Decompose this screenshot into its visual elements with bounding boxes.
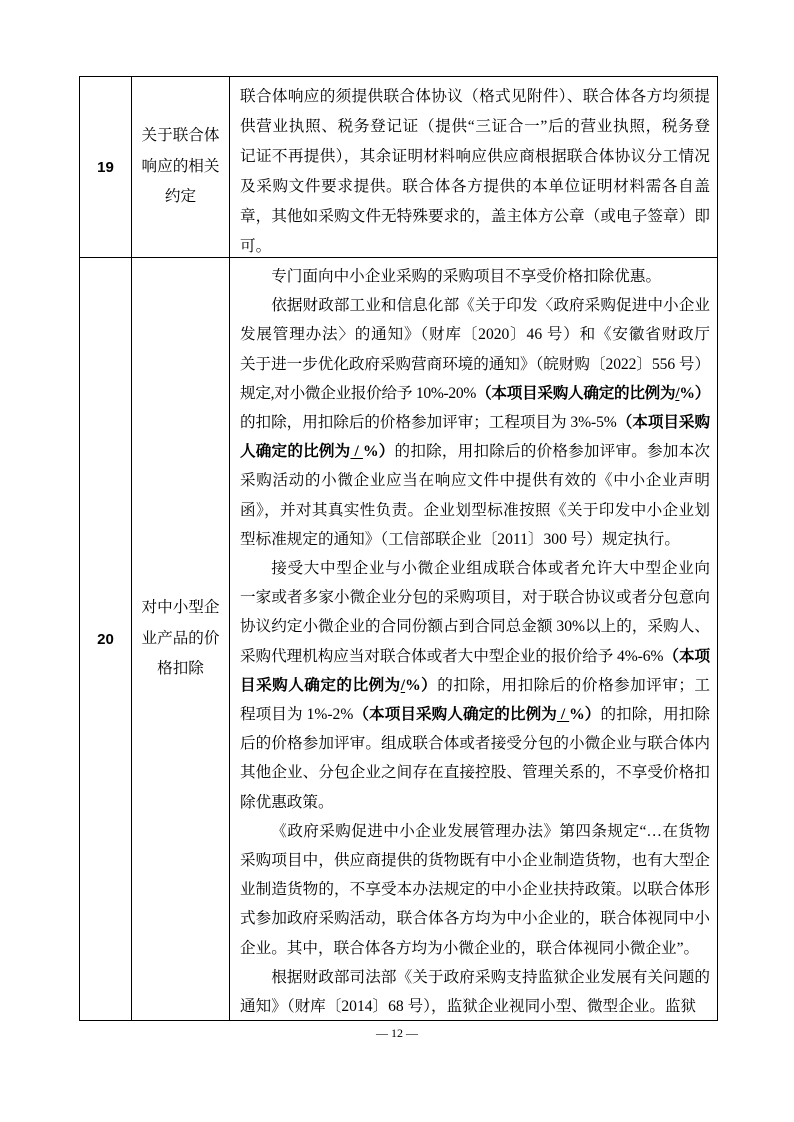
item-number: 19 (97, 158, 114, 176)
item-title-line: 关于联合体 (141, 127, 220, 145)
text-run: 采购代理机构应当对联合体或者大中型企业的报价给予 4%-6% (240, 647, 664, 665)
emphasized-text: %） (405, 676, 438, 694)
text-run: 章，其他如采购文件无特殊要求的，盖主体方公章（或电子签章）即 (240, 208, 710, 225)
text-run: 的扣除，用扣除后的价格参加评审。参加本次 (394, 443, 710, 461)
text-run: 规定,对小微企业报价给予 10%-20% (240, 384, 477, 402)
emphasized-text: （本项目采购 (616, 414, 710, 432)
text-run: 的扣除，用扣除后的价格参加评审；工程项目为 3%-5% (240, 414, 617, 432)
text-run: 后的价格参加评审。组成联合体或者接受分包的小微企业与联合体内 (240, 735, 710, 753)
text-run: 一家或者多家小微企业分包的采购项目，对于联合协议或者分包意向 (240, 589, 710, 607)
item-title-line: 业产品的价 (141, 629, 220, 647)
item-content (240, 82, 710, 262)
emphasized-text: （本项 (663, 647, 710, 665)
text-run: 采购活动的小微企业应当在响应文件中提供有效的《中小企业声明 (240, 472, 710, 490)
text-line (240, 934, 710, 963)
text-line (240, 525, 710, 554)
emphasized-text: %） (569, 706, 601, 724)
text-line (240, 788, 710, 817)
text-line (240, 992, 710, 1021)
paragraph (240, 262, 710, 291)
text-line (240, 437, 710, 466)
emphasized-text: 人确定的比例为 (240, 443, 351, 461)
text-line (240, 172, 710, 202)
text-line (240, 496, 710, 525)
text-run: 通知》（财库〔2014〕68 号），监狱企业视同小型、微型企业。监狱 (240, 998, 697, 1016)
paragraph (240, 291, 710, 554)
page-number: — 12 — (376, 1026, 418, 1040)
text-line (240, 291, 710, 320)
emphasized-text: （本项目采购人确定的比例为 (353, 706, 557, 724)
item-title-cell (132, 77, 230, 258)
blank-fill-value: / (556, 706, 570, 724)
text-run: 型标准规定的通知》（工信部联企业〔2011〕300 号）规定执行。 (240, 530, 680, 548)
text-line (240, 142, 710, 172)
text-line (240, 554, 710, 583)
item-title (142, 593, 220, 685)
text-run: 除优惠政策。 (240, 793, 334, 811)
text-run: 业制造货物的，不享受本办法规定的中小企业扶持政策。以联合体形 (240, 881, 710, 899)
text-line (240, 379, 710, 408)
text-run: 的扣除，用扣除后的价格参加评审；工 (437, 676, 710, 694)
text-run: 供营业执照、税务登记证（提供“三证合一”后的营业执照，税务登 (240, 118, 710, 135)
text-run: 关于进一步优化政府采购营商环境的通知》（皖财购〔2022〕556 号） (240, 355, 710, 373)
blank-fill-value: / (400, 676, 406, 694)
text-line (240, 112, 710, 142)
emphasized-text: （本项目采购人确定的比例为 (476, 384, 676, 402)
text-line (240, 408, 710, 437)
text-line (240, 262, 710, 291)
emphasized-text: %） (362, 443, 395, 461)
text-line (240, 466, 710, 495)
item-content-cell (230, 258, 718, 1021)
item-content-cell (230, 77, 718, 258)
text-run: 接受大中型企业与小微企业组成联合体或者允许大中型企业向 (271, 560, 710, 578)
text-run: 记证不再提供），其余证明材料响应供应商根据联合体协议分工情况 (240, 148, 710, 165)
text-line (240, 202, 710, 232)
paragraph (240, 82, 710, 262)
paragraph (240, 817, 710, 963)
blank-fill-value: / (675, 384, 680, 402)
item-title-line: 响应的相关 (141, 157, 220, 175)
text-run: 采购项目中，供应商提供的货物既有中小企业制造货物，也有大型企 (240, 852, 710, 870)
text-line (240, 320, 710, 349)
text-run: 可。 (240, 238, 272, 255)
item-title (142, 121, 220, 213)
text-line (240, 846, 710, 875)
text-run: 《政府采购促进中小企业发展管理办法》第四条规定“…在货物 (271, 822, 710, 840)
text-run: 函》，并对其真实性负责。企业划型标准按照《关于印发中小企业划 (240, 501, 710, 519)
text-line (240, 700, 710, 729)
text-line (240, 671, 710, 700)
text-line (240, 82, 710, 112)
text-run: 程项目为 1%-2% (240, 706, 354, 724)
text-run: 协议约定小微企业的合同份额占到合同总金额 30%以上的，采购人、 (240, 618, 710, 636)
paragraph (240, 963, 710, 1021)
item-title-line: 对中小型企 (141, 599, 220, 617)
item-title-line: 格扣除 (157, 660, 204, 678)
item-title-line: 约定 (164, 188, 197, 206)
text-run: 专门面向中小企业采购的采购项目不享受价格扣除优惠。 (271, 268, 662, 285)
text-line (240, 612, 710, 641)
text-run: 式参加政府采购活动，联合体各方均为中小企业的，联合体视同中小 (240, 910, 710, 928)
item-number-cell (80, 77, 132, 258)
text-line (240, 642, 710, 671)
item-title-cell (132, 258, 230, 1021)
text-line (240, 875, 710, 904)
text-run: 根据财政部司法部《关于政府采购支持监狱企业发展有关问题的 (271, 968, 710, 986)
item-number-cell (80, 258, 132, 1021)
requirements-table (79, 76, 718, 1021)
text-line (240, 350, 710, 379)
text-line (240, 817, 710, 846)
text-run: 依据财政部工业和信息化部《关于印发〈政府采购促进中小企业 (271, 297, 710, 315)
text-run: 的扣除，用扣除 (600, 706, 710, 724)
blank-fill-value: / (350, 443, 363, 461)
text-run: 其他企业、分包企业之间存在直接控股、管理关系的，不享受价格扣 (240, 764, 710, 782)
paragraph (240, 554, 710, 817)
text-line (240, 963, 710, 992)
emphasized-text: %） (679, 384, 710, 402)
emphasized-text: 目采购人确定的比例为 (240, 676, 401, 694)
text-line (240, 729, 710, 758)
text-line (240, 758, 710, 787)
text-run: 企业。其中，联合体各方均为小微企业的，联合体视同小微企业”。 (240, 939, 700, 957)
text-run: 发展管理办法〉的通知》（财库〔2020〕46 号）和《安徽省财政厅 (240, 326, 710, 344)
item-number: 20 (97, 630, 114, 648)
text-line (240, 583, 710, 612)
item-content (240, 262, 710, 1021)
text-run: 联合体响应的须提供联合体协议（格式见附件）、联合体各方均须提 (240, 88, 710, 105)
text-run: 及采购文件要求提供。联合体各方提供的本单位证明材料需各自盖 (240, 178, 710, 195)
text-line (240, 904, 710, 933)
